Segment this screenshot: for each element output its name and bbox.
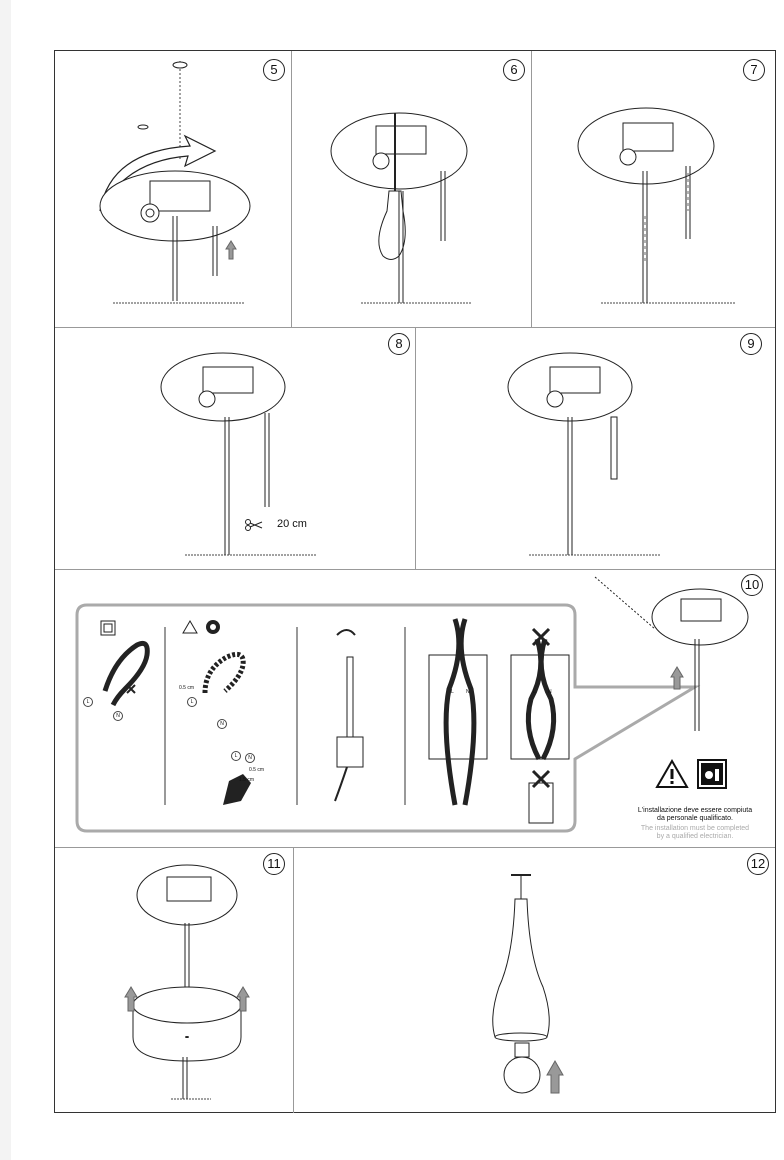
step-7-number: 7 <box>743 59 765 81</box>
step-12-number: 12 <box>747 853 769 875</box>
strip-length-a: 0.5 cm <box>249 767 265 773</box>
left-margin-bar <box>0 0 11 1160</box>
label-l-2: L <box>187 697 197 707</box>
warning-triangle-icon <box>655 759 689 789</box>
step-5-illustration <box>55 51 291 327</box>
step-10-panel <box>55 569 775 847</box>
step-5-panel <box>55 51 291 327</box>
step-6-illustration <box>291 51 531 327</box>
step-11-panel <box>55 847 293 1113</box>
step-8-number: 8 <box>388 333 410 355</box>
label-l-1: L <box>83 697 93 707</box>
notice-italian-line-1: L'installazione deve essere compiuta <box>637 807 753 814</box>
step-5-number: 5 <box>263 59 285 81</box>
strip-length-b: 1.5 cm <box>239 777 255 783</box>
label-l-3: L <box>231 751 241 761</box>
strip-length-short: 0.5 cm <box>179 685 195 691</box>
step-12-panel <box>293 847 775 1113</box>
step-10-number: 10 <box>741 574 763 596</box>
step-9-number: 9 <box>740 333 762 355</box>
terminal-l-right: L <box>533 689 536 695</box>
step-12-illustration <box>293 847 775 1113</box>
cut-length-label: 20 cm <box>277 518 307 530</box>
step-6-panel <box>291 51 531 327</box>
step-7-illustration <box>531 51 775 327</box>
instruction-sheet <box>54 50 776 1113</box>
label-n-1: N <box>113 711 123 721</box>
step-11-illustration <box>55 847 293 1113</box>
scissors-icon <box>245 519 263 531</box>
step-9-illustration <box>415 327 775 569</box>
notice-english-line-2: by a qualified electrician. <box>656 833 734 840</box>
notice-italian-line-2: da personale qualificato. <box>657 815 733 822</box>
step-11-number: 11 <box>263 853 285 875</box>
step-9-panel <box>415 327 775 569</box>
step-8-illustration <box>55 327 415 569</box>
label-n-3: N <box>245 753 255 763</box>
step-6-number: 6 <box>503 59 525 81</box>
label-n-2: N <box>217 719 227 729</box>
power-off-icon <box>697 759 727 789</box>
terminal-n-right: N <box>548 689 552 695</box>
notice-english-line-1: The installation must be completed <box>640 825 750 832</box>
step-8-panel <box>55 327 415 569</box>
terminal-l-left: L <box>451 689 454 695</box>
step-7-panel <box>531 51 775 327</box>
terminal-n-left: N <box>466 689 470 695</box>
wiring-detail-frame <box>55 569 775 847</box>
